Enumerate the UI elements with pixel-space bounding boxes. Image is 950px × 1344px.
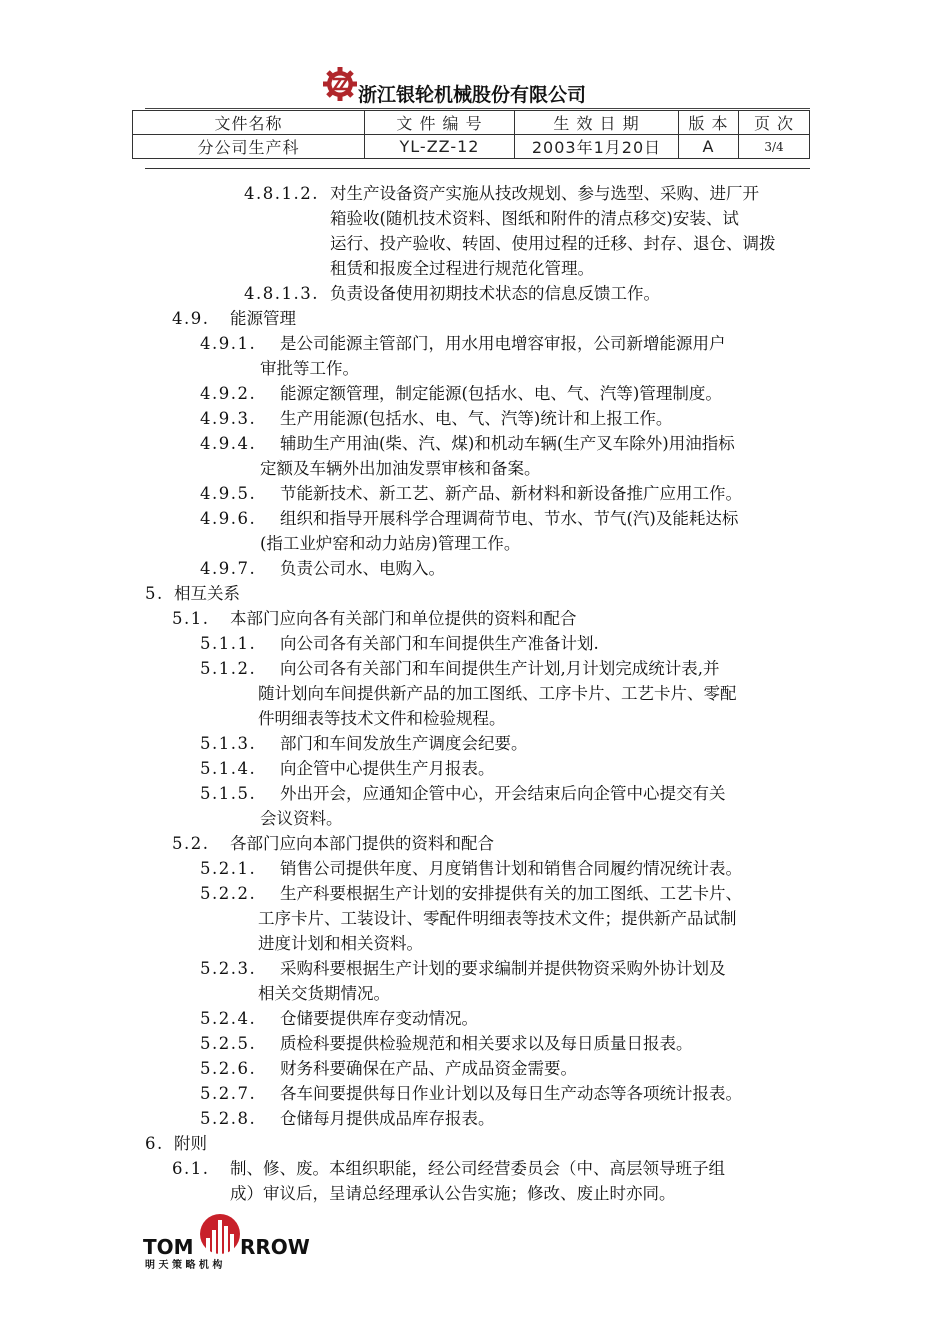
section-number: 4.8.1.2. — [244, 184, 319, 203]
brand-subtitle: 明 天 策 略 机 构 — [145, 1260, 223, 1270]
brand-left: TOM — [143, 1235, 194, 1259]
tomorrow-logo — [143, 1210, 313, 1270]
section-text: 部门和车间发放生产调度会纪要。 — [280, 734, 528, 753]
document-info-value-row — [133, 135, 810, 159]
section-text: 外出开会，应通知企管中心，开会结束后向企管中心提交有关 会议资料。 — [260, 784, 726, 828]
brand-right: RROW — [240, 1235, 310, 1259]
section-number: 4.9.7. — [200, 559, 257, 578]
yinlun-gear-logo-icon — [322, 66, 358, 102]
section-number: 5.1.2. — [200, 659, 257, 678]
value-file-name: 分公司生产科 — [133, 135, 365, 159]
section-number: 4.9.4. — [200, 434, 257, 453]
section-text: 本部门应向各有关部门和单位提供的资料和配合 — [230, 609, 577, 628]
section-number: 5.1.1. — [200, 634, 257, 653]
section-number: 5.2.7. — [200, 1084, 257, 1103]
section-text: 各车间要提供每日作业计划以及每日生产动态等各项统计报表。 — [280, 1084, 742, 1103]
tomorrow-city-skyline-logo-icon — [143, 1210, 313, 1270]
section-text: 负责公司水、电购入。 — [280, 559, 445, 578]
section-number: 5.1.3. — [200, 734, 257, 753]
section-number: 4.9. — [172, 309, 210, 328]
section-number: 5.2.4. — [200, 1009, 257, 1028]
label-file-number: 文 件 编 号 — [365, 111, 515, 135]
section-text: 向企管中心提供生产月报表。 — [280, 759, 495, 778]
section-text: 财务科要确保在产品、产成品资金需要。 — [280, 1059, 577, 1078]
header-rule-bottom — [145, 168, 810, 169]
document-info-header-row — [133, 111, 810, 135]
section-number: 5.1.5. — [200, 784, 257, 803]
section-text: 采购科要根据生产计划的要求编制并提供物资采购外协计划及 相关交货期情况。 — [258, 959, 726, 1003]
label-page: 页 次 — [739, 111, 810, 135]
section-text: 向公司各有关部门和车间提供生产准备计划. — [280, 634, 599, 653]
label-version: 版 本 — [679, 111, 739, 135]
company-name: 浙江银轮机械股份有限公司 — [358, 84, 587, 106]
section-number: 4.9.2. — [200, 384, 257, 403]
value-effective-date: 2003年1月20日 — [515, 135, 679, 159]
section-number: 5.2.3. — [200, 959, 257, 978]
section-text: 能源管理 — [230, 309, 296, 328]
document-info-table — [132, 110, 810, 159]
label-file-name: 文件名称 — [133, 111, 365, 135]
section-number: 5.2.8. — [200, 1109, 257, 1128]
section-number: 5.2. — [172, 834, 210, 853]
section-text: 质检科要提供检验规范和相关要求以及每日质量日报表。 — [280, 1034, 693, 1053]
section-text: 仓储要提供库存变动情况。 — [280, 1009, 478, 1028]
section-text: 生产科要根据生产计划的安排提供有关的加工图纸、工艺卡片、 工序卡片、工装设计、零配件明细表等技术文件；提供新产品试制 进度计划和相关资料。 — [258, 884, 742, 953]
label-effective-date: 生 效 日 期 — [515, 111, 679, 135]
section-text: 能源定额管理，制定能源(包括水、电、气、汽等)管理制度。 — [280, 384, 722, 403]
section-number: 4.9.6. — [200, 509, 257, 528]
section-text: 仓储每月提供成品库存报表。 — [280, 1109, 495, 1128]
section-number: 5.2.1. — [200, 859, 257, 878]
section-text: 附则 — [174, 1134, 207, 1153]
section-number: 5.1.4. — [200, 759, 257, 778]
section-text: 制、修、废。本组织职能，经公司经营委员会（中、高层领导班子组 成）审议后，呈请总经理承认公告实施；修改、废止时亦同。 — [230, 1159, 725, 1203]
section-number: 5.2.2. — [200, 884, 257, 903]
section-text: 各部门应向本部门提供的资料和配合 — [230, 834, 494, 853]
section-text: 节能新技术、新工艺、新产品、新材料和新设备推广应用工作。 — [280, 484, 742, 503]
section-number: 5. — [145, 584, 164, 603]
section-number: 4.9.1. — [200, 334, 257, 353]
section-text: 对生产设备资产实施从技改规划、参与选型、采购、进厂开 箱验收(随机技术资料、图纸和附件的清点移交)安装、试 运行、投产验收、转固、使用过程的迁移、封存、退仓、调拨 租赁和报废全过程进行规范化管理。 — [330, 184, 776, 278]
section-number: 6. — [145, 1134, 164, 1153]
value-page-number: 3/4 — [739, 135, 810, 159]
section-text: 是公司能源主管部门，用水用电增容审报，公司新增能源用户 审批等工作。 — [260, 334, 726, 378]
section-number: 5.1. — [172, 609, 210, 628]
value-file-number: YL-ZZ-12 — [365, 135, 515, 159]
section-text: 销售公司提供年度、月度销售计划和销售合同履约情况统计表。 — [280, 859, 742, 878]
section-text: 辅助生产用油(柴、汽、煤)和机动车辆(生产叉车除外)用油指标 定额及车辆外出加油发票审核和备案。 — [260, 434, 735, 478]
section-number: 6.1. — [172, 1159, 210, 1178]
header-rule-top — [145, 108, 810, 109]
section-text: 相互关系 — [174, 584, 240, 603]
section-number: 5.2.5. — [200, 1034, 257, 1053]
section-number: 4.9.5. — [200, 484, 257, 503]
section-number: 4.9.3. — [200, 409, 257, 428]
section-number: 5.2.6. — [200, 1059, 257, 1078]
section-number: 4.8.1.3. — [244, 284, 319, 303]
section-text: 组织和指导开展科学合理调荷节电、节水、节气(汽)及能耗达标 (指工业炉窑和动力站房)管理工作。 — [260, 509, 739, 553]
value-version: A — [679, 135, 739, 159]
section-text: 向公司各有关部门和车间提供生产计划,月计划完成统计表,并 随计划向车间提供新产品的加工图纸、工序卡片、工艺卡片、零配 件明细表等技术文件和检验规程。 — [258, 659, 737, 728]
section-text: 负责设备使用初期技术状态的信息反馈工作。 — [330, 284, 660, 303]
section-text: 生产用能源(包括水、电、气、汽等)统计和上报工作。 — [280, 409, 673, 428]
